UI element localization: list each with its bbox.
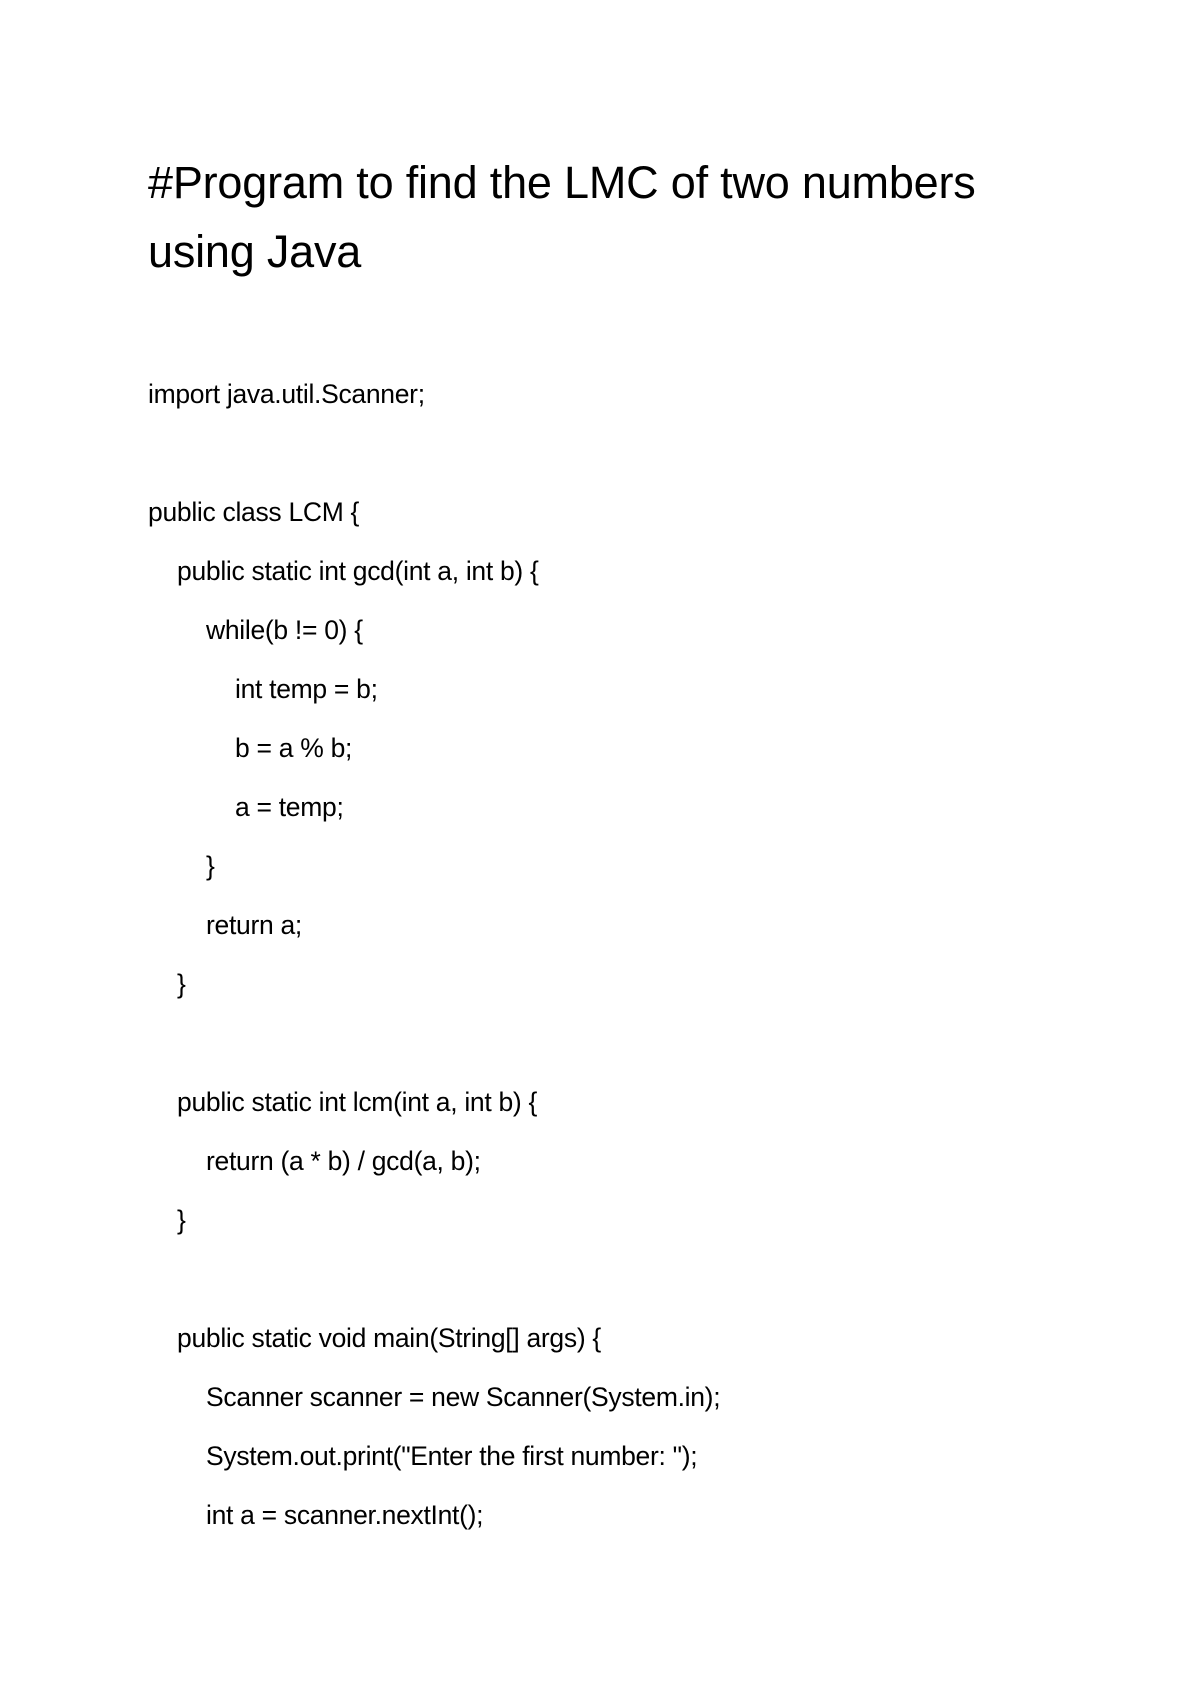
code-line-while-close: } <box>206 851 215 881</box>
blank-line <box>148 424 1108 483</box>
code-line-import: import java.util.Scanner; <box>148 379 425 409</box>
code-line-gcd-decl: public static int gcd(int a, int b) { <box>177 556 539 586</box>
code-line-a-assign: a = temp; <box>235 792 344 822</box>
code-line-lcm-close: } <box>177 1205 186 1235</box>
code-line-b-assign: b = a % b; <box>235 733 353 763</box>
code-line-lcm-return: return (a * b) / gcd(a, b); <box>206 1146 481 1176</box>
code-line-class-decl: public class LCM { <box>148 497 360 527</box>
code-line-print-first: System.out.print("Enter the first number: "); <box>206 1441 698 1471</box>
code-line-gcd-close: } <box>177 969 186 999</box>
code-line-while: while(b != 0) { <box>206 615 363 645</box>
title-line-2: using Java <box>148 226 362 277</box>
code-line-temp: int temp = b; <box>235 674 378 704</box>
page-title <box>148 148 1088 286</box>
code-line-main-decl: public static void main(String[] args) { <box>177 1323 601 1353</box>
code-line-return-a: return a; <box>206 910 302 940</box>
title-line-1: #Program to find the LMC of two numbers <box>148 157 976 208</box>
blank-line <box>148 1250 1108 1309</box>
code-line-lcm-decl: public static int lcm(int a, int b) { <box>177 1087 538 1117</box>
code-listing <box>148 365 1108 1545</box>
code-line-read-a: int a = scanner.nextInt(); <box>206 1500 484 1530</box>
code-line-scanner: Scanner scanner = new Scanner(System.in); <box>206 1382 721 1412</box>
blank-line <box>148 1014 1108 1073</box>
